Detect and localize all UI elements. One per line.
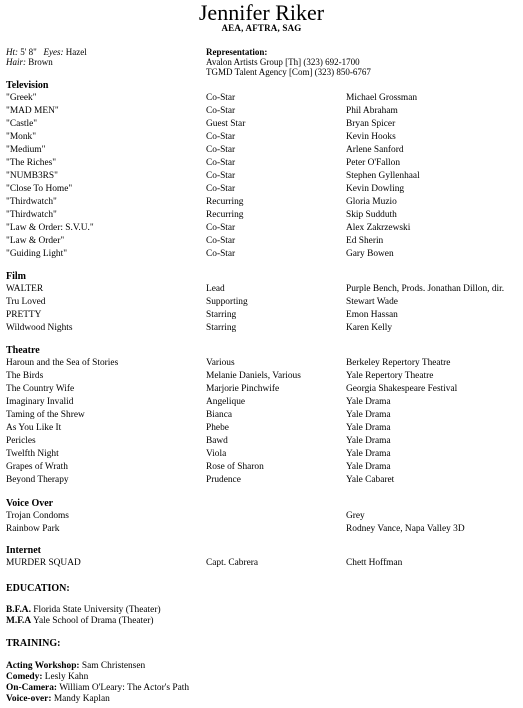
section-title: Internet: [6, 545, 41, 556]
credit-project: Tru Loved: [6, 297, 46, 307]
credit-role: Various: [206, 358, 235, 368]
credit-role: Bawd: [206, 436, 228, 446]
credit-director: Ed Sherin: [346, 236, 384, 246]
credit-project: "Greek": [6, 93, 37, 103]
credit-director: Arlene Sanford: [346, 145, 404, 155]
credit-project: "MAD MEN": [6, 106, 59, 116]
degree: M.F.A: [6, 616, 32, 626]
credit-director: Karen Kelly: [346, 323, 393, 333]
credit-project: As You Like It: [6, 423, 62, 433]
training-item: [6, 694, 189, 705]
credit-row: [6, 309, 521, 322]
credit-row: [6, 283, 521, 296]
school: Yale School of Drama (Theater): [31, 616, 154, 626]
credit-row: [6, 144, 521, 157]
credit-row: [6, 370, 521, 383]
representation: [206, 47, 371, 77]
credit-row: [6, 448, 521, 461]
credit-role: Co-Star: [206, 236, 236, 246]
education-item: [6, 605, 161, 616]
credit-role: Supporting: [206, 297, 248, 307]
training-item: [6, 672, 189, 683]
credit-director: Yale Cabaret: [346, 475, 395, 485]
credit-director: Rodney Vance, Napa Valley 3D: [346, 524, 465, 534]
credit-project: "Law & Order: S.V.U.": [6, 223, 94, 233]
credits-section: [6, 498, 521, 536]
credit-row: [6, 474, 521, 487]
credit-project: "Law & Order": [6, 236, 65, 246]
credit-row: [6, 422, 521, 435]
credit-row: [6, 248, 521, 261]
credit-role: Co-Star: [206, 106, 236, 116]
eyes-label: Eyes:: [43, 47, 64, 57]
education-list: [6, 605, 161, 627]
credit-director: Yale Drama: [346, 462, 391, 472]
credit-director: Alex Zakrzewski: [346, 223, 411, 233]
credit-director: Yale Drama: [346, 449, 391, 459]
credit-role: Lead: [206, 284, 225, 294]
credit-director: Emon Hassan: [346, 310, 398, 320]
credit-director: Purple Bench, Prods. Jonathan Dillon, dir.: [346, 284, 505, 294]
credit-director: Michael Grossman: [346, 93, 418, 103]
credit-director: Grey: [346, 511, 365, 521]
credit-role: Co-Star: [206, 93, 236, 103]
credit-row: [6, 322, 521, 335]
credit-project: Taming of the Shrew: [6, 410, 85, 420]
credit-director: Peter O'Fallon: [346, 158, 401, 168]
credit-project: MURDER SQUAD: [6, 558, 81, 568]
credit-role: Co-Star: [206, 145, 236, 155]
credit-project: WALTER: [6, 284, 44, 294]
credit-director: Berkeley Repertory Theatre: [346, 358, 451, 368]
credit-project: Grapes of Wrath: [6, 462, 68, 472]
credit-row: [6, 557, 521, 570]
credit-row: [6, 118, 521, 131]
hair-label: Hair:: [6, 57, 26, 67]
credit-row: [6, 170, 521, 183]
actor-name: Jennifer Riker: [198, 0, 325, 25]
credit-row: [6, 183, 521, 196]
credit-row: [6, 209, 521, 222]
credit-project: Pericles: [6, 436, 36, 446]
degree: B.F.A.: [6, 605, 31, 615]
credit-role: Phebe: [206, 423, 229, 433]
credit-project: "Close To Home": [6, 184, 73, 194]
training-label: Acting Workshop:: [6, 661, 80, 671]
credit-role: Guest Star: [206, 119, 246, 129]
credit-director: Yale Drama: [346, 410, 391, 420]
credit-role: Bianca: [206, 410, 233, 420]
credit-row: [6, 409, 521, 422]
credit-role: Recurring: [206, 210, 244, 220]
credit-project: "Thirdwatch": [6, 210, 57, 220]
credit-role: Prudence: [206, 475, 241, 485]
training-item: [6, 683, 189, 694]
credit-row: [6, 131, 521, 144]
credit-director: Gloria Muzio: [346, 197, 397, 207]
training-title: TRAINING:: [6, 638, 61, 649]
representation-label: Representation:: [206, 47, 268, 57]
credit-project: PRETTY: [6, 310, 42, 320]
credit-role: Co-Star: [206, 223, 236, 233]
credit-role: Recurring: [206, 197, 244, 207]
credit-row: [6, 222, 521, 235]
credit-role: Starring: [206, 310, 237, 320]
physical-stats: [6, 47, 87, 67]
credit-director: Skip Sudduth: [346, 210, 397, 220]
credit-project: Wildwood Nights: [6, 323, 73, 333]
credit-row: [6, 523, 521, 536]
credit-director: Gary Bowen: [346, 249, 394, 259]
credit-row: [6, 510, 521, 523]
section-title: Voice Over: [6, 498, 54, 509]
credit-director: Kevin Hooks: [346, 132, 396, 142]
credit-role: Angelique: [206, 397, 246, 407]
training-value: Lesly Kahn: [42, 672, 89, 682]
credit-row: [6, 105, 521, 118]
training-label: Comedy:: [6, 672, 43, 682]
height-value: 5' 8": [18, 47, 37, 57]
credit-project: Haroun and the Sea of Stories: [6, 358, 119, 368]
eyes-value: Hazel: [63, 47, 87, 57]
credit-role: Viola: [206, 449, 227, 459]
training-label: Voice-over:: [6, 694, 52, 704]
credit-row: [6, 157, 521, 170]
agency-line: Avalon Artists Group [Th] (323) 692-1700: [206, 57, 360, 67]
credit-project: The Birds: [6, 371, 44, 381]
credit-director: Chett Hoffman: [346, 558, 403, 568]
credit-project: "Guiding Light": [6, 249, 68, 259]
credit-role: Co-Star: [206, 158, 236, 168]
credit-director: Yale Repertory Theatre: [346, 371, 434, 381]
hair-value: Brown: [26, 57, 53, 67]
credit-role: Co-Star: [206, 171, 236, 181]
credit-role: Capt. Cabrera: [206, 558, 259, 568]
credit-director: Bryan Spicer: [346, 119, 396, 129]
credit-role: Marjorie Pinchwife: [206, 384, 280, 394]
training-value: Mandy Kaplan: [51, 694, 110, 704]
credit-director: Yale Drama: [346, 436, 391, 446]
credit-role: Melanie Daniels, Various: [206, 371, 301, 381]
credit-project: Twelfth Night: [6, 449, 59, 459]
credits-section: [6, 545, 521, 570]
credits-section: [6, 345, 521, 487]
credits-section: [6, 271, 521, 335]
credit-project: Imaginary Invalid: [6, 397, 74, 407]
training-item: [6, 661, 189, 672]
section-title: Film: [6, 271, 26, 282]
credit-project: "NUMB3RS": [6, 171, 58, 181]
credit-project: Trojan Condoms: [6, 511, 69, 521]
height-label: Ht:: [6, 47, 18, 57]
section-title: Television: [6, 80, 49, 91]
credit-project: The Country Wife: [6, 384, 75, 394]
credit-director: Yale Drama: [346, 397, 391, 407]
credit-row: [6, 235, 521, 248]
credit-role: Starring: [206, 323, 237, 333]
section-title: Theatre: [6, 345, 40, 356]
credit-director: Yale Drama: [346, 423, 391, 433]
credit-director: Kevin Dowling: [346, 184, 405, 194]
credit-row: [6, 357, 521, 370]
agency-line: TGMD Talent Agency [Com] (323) 850-6767: [206, 67, 371, 77]
training-label: On-Camera:: [6, 683, 58, 693]
credit-project: Rainbow Park: [6, 524, 60, 534]
credit-project: "Medium": [6, 145, 46, 155]
credit-director: Stephen Gyllenhaal: [346, 171, 420, 181]
credit-role: Co-Star: [206, 184, 236, 194]
credit-role: Rose of Sharon: [206, 462, 264, 472]
credit-project: Beyond Therapy: [6, 475, 69, 485]
credits-section: [6, 80, 521, 261]
credit-role: Co-Star: [206, 132, 236, 142]
credit-director: Georgia Shakespeare Festival: [346, 384, 458, 394]
training-value: Sam Christensen: [79, 661, 146, 671]
credit-project: "The Riches": [6, 158, 57, 168]
education-item: [6, 616, 161, 627]
union-affiliations: AEA, AFTRA, SAG: [221, 23, 302, 33]
credit-director: Phil Abraham: [346, 106, 398, 116]
training-value: William O'Leary: The Actor's Path: [57, 683, 190, 693]
credit-row: [6, 396, 521, 409]
school: Florida State University (Theater): [30, 605, 161, 615]
education-title: EDUCATION:: [6, 583, 70, 594]
credit-row: [6, 383, 521, 396]
credit-row: [6, 435, 521, 448]
credit-director: Stewart Wade: [346, 297, 398, 307]
credit-row: [6, 296, 521, 309]
credit-project: "Monk": [6, 132, 37, 142]
credit-role: Co-Star: [206, 249, 236, 259]
credit-row: [6, 196, 521, 209]
credit-row: [6, 461, 521, 474]
credit-project: "Thirdwatch": [6, 197, 57, 207]
credit-row: [6, 92, 521, 105]
credit-project: "Castle": [6, 119, 38, 129]
training-list: [6, 661, 189, 705]
